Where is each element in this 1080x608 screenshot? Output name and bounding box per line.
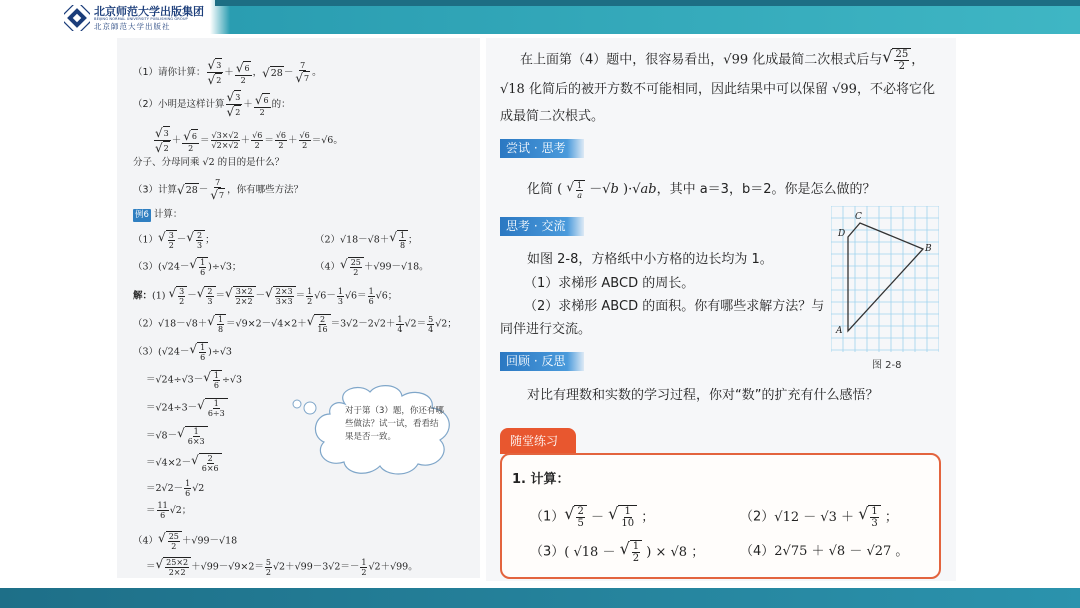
question-3-tail: ，你有哪些方法？ bbox=[227, 184, 304, 196]
question-1-lead: （1）请你计算： bbox=[133, 67, 206, 78]
example-item-4: （4） √ 25 2 ＋√99－√18。 bbox=[315, 257, 429, 277]
paragraph-line-3: 成最简二次根式。 bbox=[500, 109, 605, 124]
publisher-emblem-icon bbox=[64, 5, 90, 31]
section-tag-review-reflect: 回顾 · 反思 bbox=[500, 352, 584, 371]
solution-line-3f: ＝ $\frac{11}{6}$ √2； bbox=[146, 501, 192, 520]
solution-line-3b: ＝√24÷3－ √ 1 6÷3 bbox=[146, 398, 228, 418]
question-2-note-tail: 的目的是什么？ bbox=[217, 157, 285, 168]
question-3: （3）计算 √ 28 － 7 √ 7 ，你有哪些方法？ bbox=[133, 178, 304, 202]
solution-line-4a: ＝ √ 25×2 2×2 ＋√99－√9×2＝ $\frac{5}{2}$ √2＋√99－3√2＝－ $\frac{1}{2}$ √2＋√99。 bbox=[146, 557, 418, 577]
discuss-line-1: 如图 2-8，方格纸中小方格的边长均为 1。 bbox=[527, 252, 773, 267]
paragraph-line-2: √18 化简后的被开方数不可能相同，因此结果中可以保留 √99，不必将它化 bbox=[500, 82, 935, 97]
example-6-heading bbox=[133, 208, 182, 222]
solution-line-3c: ＝√8－ √ 1 6×3 bbox=[146, 426, 208, 446]
example-item-1: （1） √ 3 2 － √ 2 3 ； bbox=[133, 230, 215, 250]
section-tag-think-discuss: 思考 · 交流 bbox=[500, 217, 584, 236]
publisher-name-cn-alt: 北京師范大学出版社 bbox=[94, 21, 171, 31]
review-text: 对比有理数和实数的学习过程，你对“数”的扩充有什么感悟？ bbox=[527, 388, 879, 403]
solution-line-3e: ＝2√2－ $\frac{1}{6}$ √2 bbox=[146, 479, 205, 498]
header-accent-band bbox=[215, 0, 1080, 6]
solution-line-4: （4） √ 25 2 ＋√99－√18 bbox=[133, 531, 238, 551]
question-2-tail: 的： bbox=[271, 99, 291, 110]
solution-line-3: （3）(√24－ √ 1 6 )÷√3 bbox=[133, 342, 232, 362]
question-2-note: 分子、分母同乘 √2 的目的是什么？ bbox=[133, 157, 285, 168]
practice-item-3: （3）( √18 － √ 1 2 ) × √8 ； bbox=[530, 539, 705, 564]
footer-bar bbox=[0, 588, 1080, 608]
figure-caption: 图 2-8 bbox=[872, 360, 902, 371]
practice-item-4: （4）2√75 ＋ √8 － √27 。 bbox=[740, 544, 909, 559]
vertex-label-b: B bbox=[925, 244, 932, 254]
thought-cloud-text: 对于第（3）题，你还有哪些做法？试一试，看看结果是否一致。 bbox=[345, 406, 444, 442]
practice-item-2: （2）√12 － √3 ＋ √ 1 3 ； bbox=[740, 504, 898, 529]
discuss-line-4: 同伴进行交流。 bbox=[500, 322, 592, 337]
publisher-logo bbox=[64, 3, 204, 33]
vertex-label-a: A bbox=[836, 326, 843, 336]
example-item-3: （3）(√24－ √ 1 6 )÷√3； bbox=[133, 257, 242, 277]
question-2-working: √ 3 √ 2 ＋ √ 6 2 ＝ $\frac{√3\times√2}{√2\times√2}$ ＋ $\frac{√6}{2}$ ＝ $\frac{√6}{2}$ ＋ $\frac{√6}{2}$ ＝√6。 bbox=[155, 126, 343, 155]
practice-question: 1. 计算： bbox=[512, 472, 570, 487]
trapezoid-grid-figure bbox=[831, 206, 939, 352]
question-2-note-lead: 分子、分母同乘 bbox=[133, 157, 200, 168]
example-title: 计算： bbox=[153, 209, 183, 220]
practice-tag: 随堂练习 bbox=[500, 428, 576, 454]
question-2-lead: （2）小明是这样计算 bbox=[133, 99, 225, 110]
example-tag: 例6 bbox=[135, 210, 149, 220]
example-item-2: （2）√18－√8＋ √ 1 8 ； bbox=[315, 230, 418, 250]
question-3-lead: （3）计算 bbox=[133, 184, 178, 196]
vertex-label-d: D bbox=[838, 229, 846, 239]
publisher-name-en: BEIJING NORMAL UNIVERSITY PUBLISHING GROUP bbox=[94, 16, 188, 21]
solution-label: 解： bbox=[133, 290, 153, 302]
simplify-task: 化简 ( √ 1 a －√b )·√ab，其中 a＝3，b＝2。你是怎么做的？ bbox=[527, 179, 876, 200]
solution-line-3a: ＝√24÷√3－ √ 1 6 ÷√3 bbox=[146, 370, 243, 390]
publisher-name-cn: 北京师范大学出版集团 bbox=[94, 4, 204, 18]
discuss-line-2: （1）求梯形 ABCD 的周长。 bbox=[524, 276, 695, 291]
section-tag-try-think: 尝试 · 思考 bbox=[500, 139, 584, 158]
question-2: （2）小明是这样计算 √ 3 √ 2 ＋ √ 6 2 的： bbox=[133, 90, 291, 119]
solution-line-2: （2）√18－√8＋ √ 1 8 ＝√9×2－√4×2＋ √ 2 16 ＝3√2－2√2＋ $\frac{1}{4}$ √2＝ $\frac{5}{4}$ √2； bbox=[133, 314, 457, 334]
solution-line-3d: ＝√4×2－ √ 2 6×6 bbox=[146, 453, 222, 473]
discuss-line-3: （2）求梯形 ABCD 的面积。你有哪些求解方法？与 bbox=[524, 299, 825, 314]
paragraph-line-1: 在上面第（4）题中，很容易看出，√99 化成最简二次根式后与 √ 25 2 ， bbox=[520, 47, 925, 72]
vertex-label-c: C bbox=[855, 212, 862, 222]
question-1: （1）请你计算： √ 3 √ 2 ＋ √ 6 2 ， √ 28 － 7 √ 7 。 bbox=[133, 58, 322, 87]
practice-item-1: （1） √ 2 5 － √ 1 10 ； bbox=[530, 504, 655, 529]
solution-line-1: 解：(1) √ 3 2 － √ 2 3 ＝ √ 3×2 2×2 － √ 2×3 3×3 ＝ $\frac{1}{2}$ √6－ $\frac{1}{3}$ √6＝ $\frac{1}{6}$ √6； bbox=[133, 286, 398, 306]
